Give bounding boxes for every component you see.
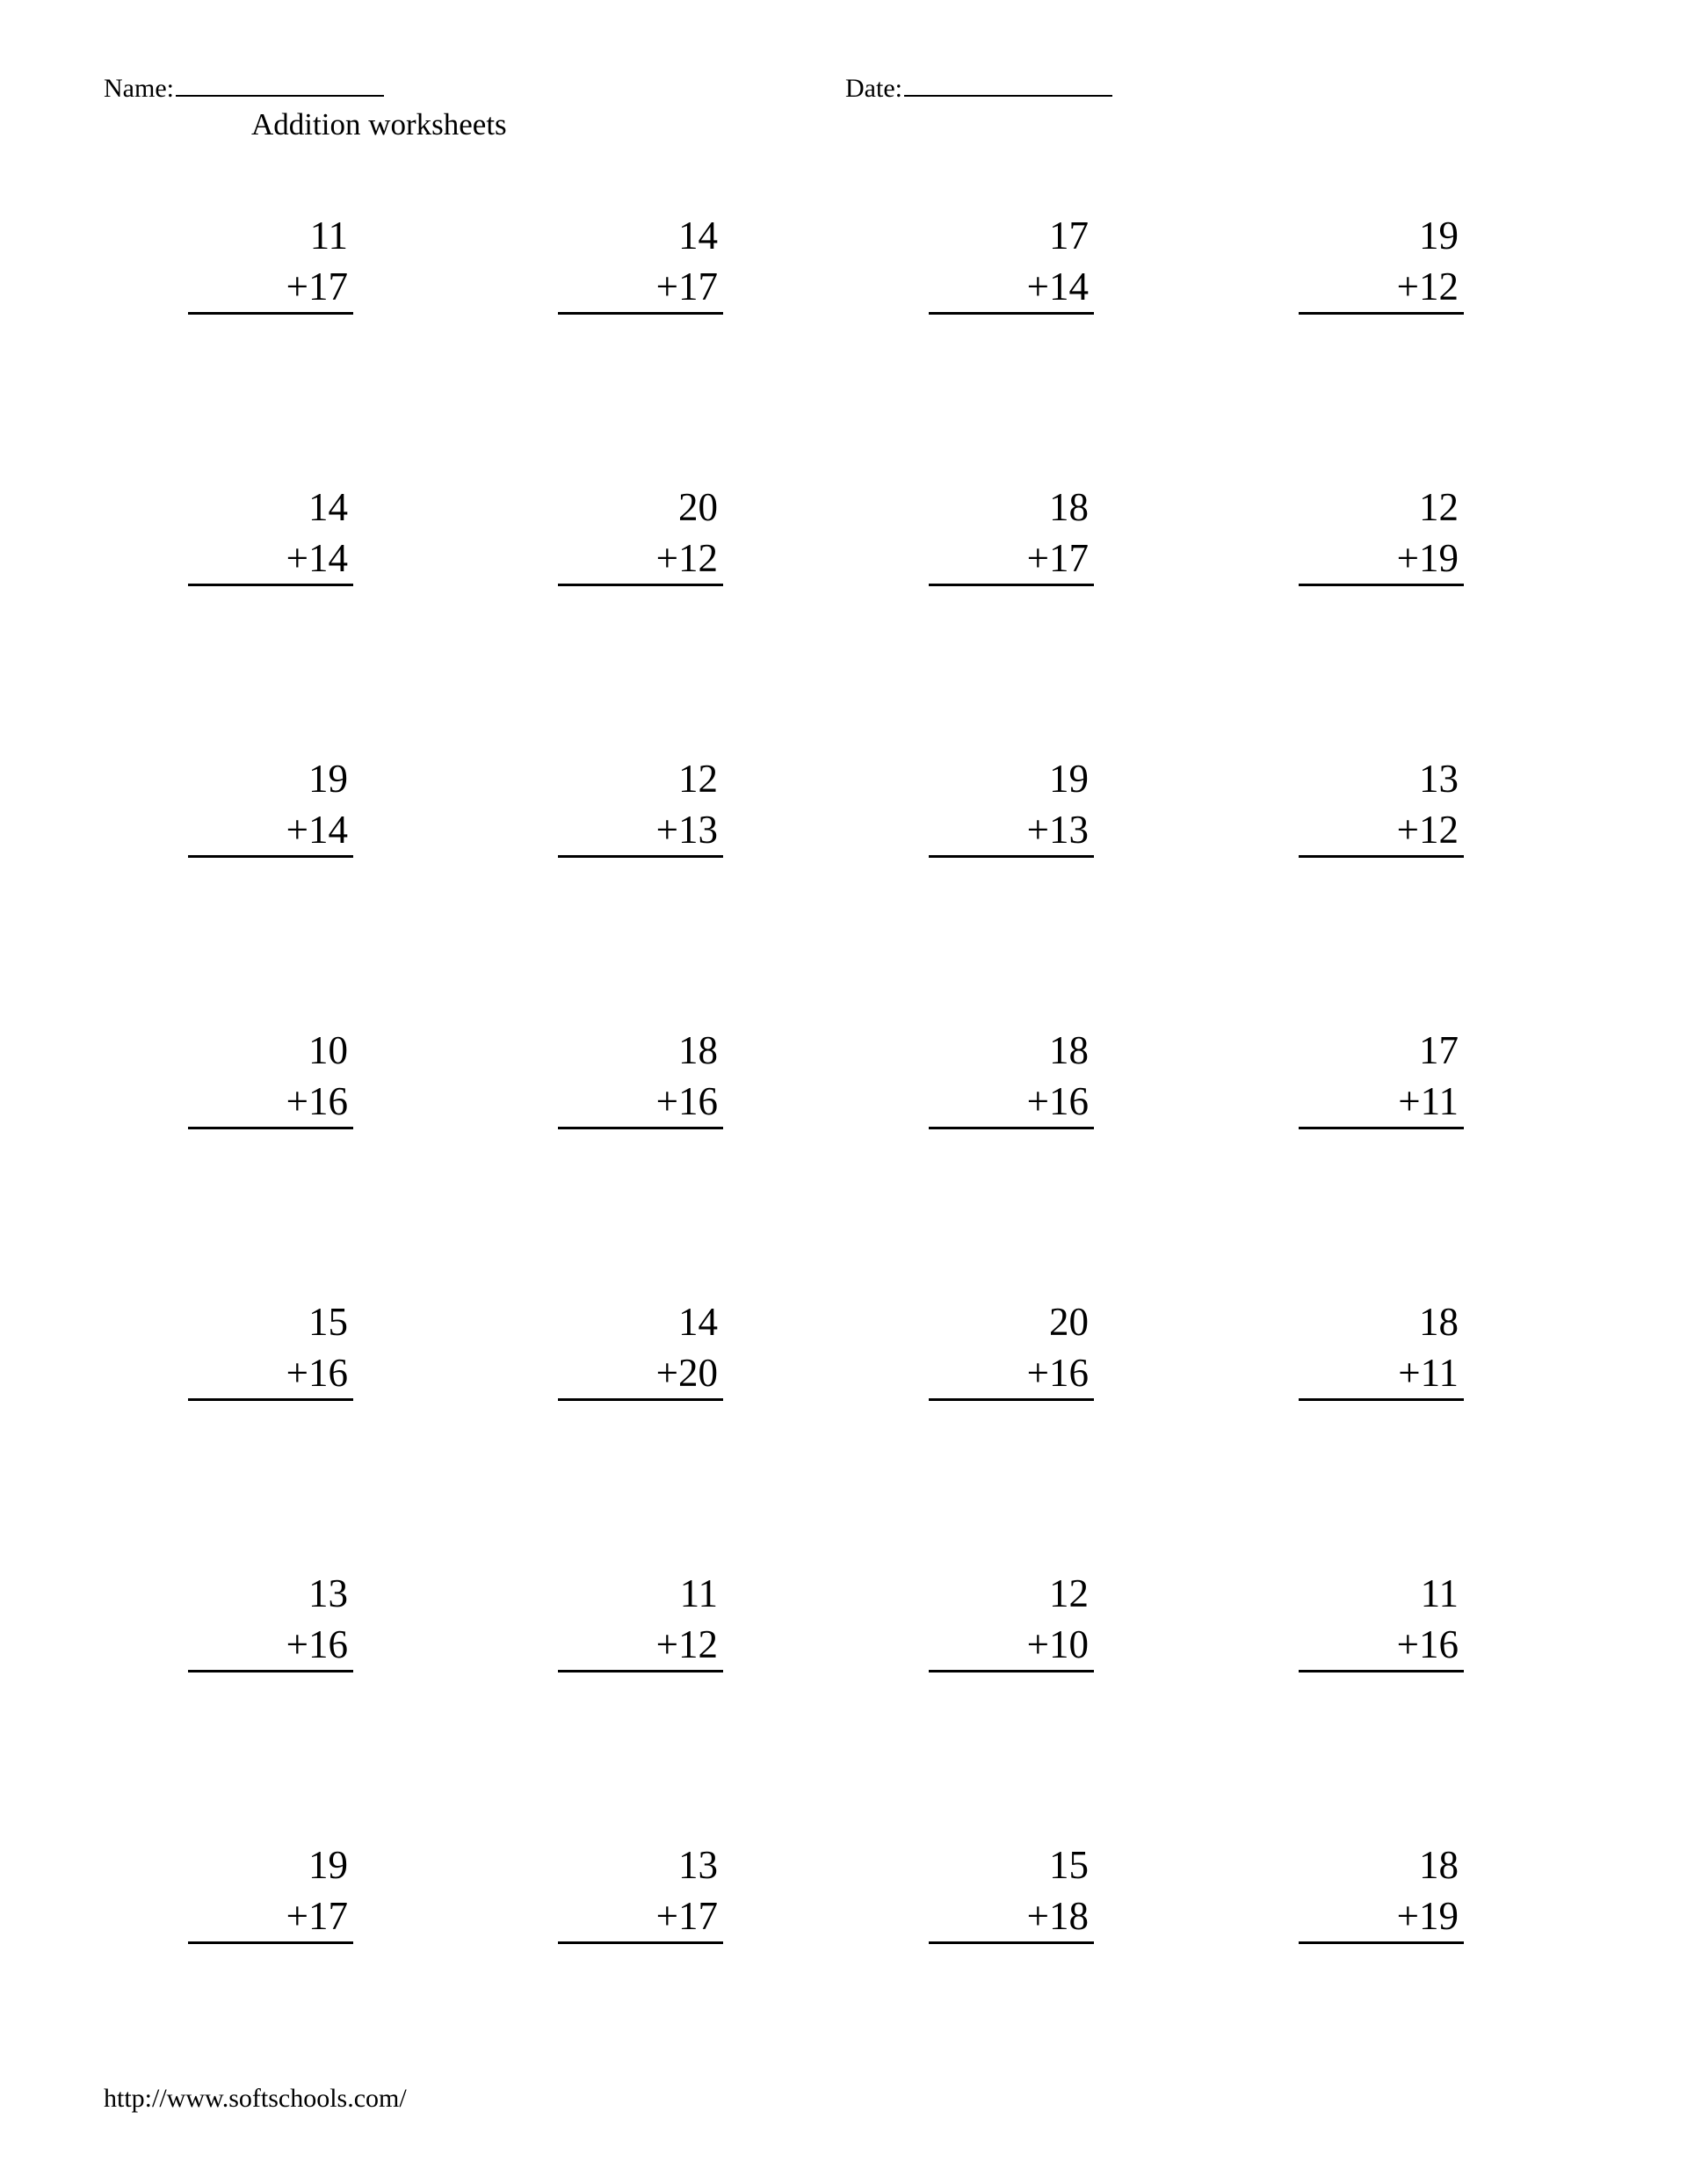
answer-line[interactable] xyxy=(1299,1941,1464,1944)
addend-top: 12 xyxy=(1419,485,1459,529)
addend-bottom: +16 xyxy=(286,1622,348,1666)
answer-line[interactable] xyxy=(558,1127,723,1129)
answer-line[interactable] xyxy=(929,1670,1094,1672)
answer-line[interactable] xyxy=(188,1670,353,1672)
addend-top: 18 xyxy=(1049,1028,1089,1072)
addend-top: 10 xyxy=(308,1028,348,1072)
addition-problem xyxy=(558,1840,723,1951)
answer-line[interactable] xyxy=(188,1398,353,1401)
addend-top: 14 xyxy=(678,214,718,258)
addend-bottom: +12 xyxy=(655,536,718,580)
addend-bottom: +14 xyxy=(286,808,348,852)
addend-top: 12 xyxy=(1049,1571,1089,1615)
date-label: Date: xyxy=(845,74,902,103)
addition-problem xyxy=(188,1840,353,1951)
addend-top: 19 xyxy=(1419,214,1459,258)
addend-top: 12 xyxy=(678,757,718,801)
answer-line[interactable] xyxy=(929,855,1094,858)
addend-top: 18 xyxy=(678,1028,718,1072)
addend-top: 17 xyxy=(1419,1028,1459,1072)
footer-url: http://www.softschools.com/ xyxy=(104,2084,407,2113)
addend-top: 11 xyxy=(679,1571,718,1615)
addition-problem xyxy=(188,754,353,865)
answer-line[interactable] xyxy=(929,1127,1094,1129)
addition-problem xyxy=(1299,483,1464,593)
answer-line[interactable] xyxy=(1299,1127,1464,1129)
answer-line[interactable] xyxy=(1299,312,1464,315)
answer-line[interactable] xyxy=(558,312,723,315)
addend-bottom: +14 xyxy=(1026,265,1089,308)
addition-problem xyxy=(188,1026,353,1136)
answer-line[interactable] xyxy=(1299,855,1464,858)
addend-top: 11 xyxy=(1420,1571,1459,1615)
addend-bottom: +17 xyxy=(1026,536,1089,580)
addition-problem xyxy=(929,211,1094,322)
addend-bottom: +14 xyxy=(286,536,348,580)
addend-top: 13 xyxy=(678,1843,718,1887)
addend-top: 13 xyxy=(308,1571,348,1615)
answer-line[interactable] xyxy=(558,1941,723,1944)
addend-top: 15 xyxy=(1049,1843,1089,1887)
addend-bottom: +18 xyxy=(1026,1894,1089,1938)
addition-problem xyxy=(929,754,1094,865)
answer-line[interactable] xyxy=(188,1127,353,1129)
addition-problem xyxy=(1299,754,1464,865)
addition-problem xyxy=(1299,1297,1464,1408)
addend-top: 20 xyxy=(1049,1300,1089,1344)
addition-problem xyxy=(1299,1026,1464,1136)
answer-line[interactable] xyxy=(558,584,723,586)
addend-top: 18 xyxy=(1419,1300,1459,1344)
addition-problem xyxy=(558,1569,723,1680)
addend-top: 17 xyxy=(1049,214,1089,258)
addend-bottom: +11 xyxy=(1398,1351,1459,1395)
answer-line[interactable] xyxy=(929,1941,1094,1944)
addition-problem xyxy=(188,1569,353,1680)
answer-line[interactable] xyxy=(929,1398,1094,1401)
addend-bottom: +16 xyxy=(286,1351,348,1395)
answer-line[interactable] xyxy=(188,312,353,315)
addend-bottom: +12 xyxy=(655,1622,718,1666)
addition-problem xyxy=(558,754,723,865)
addend-bottom: +19 xyxy=(1396,1894,1459,1938)
addend-bottom: +17 xyxy=(655,265,718,308)
addition-problem xyxy=(188,211,353,322)
answer-line[interactable] xyxy=(188,1941,353,1944)
addition-problem xyxy=(188,483,353,593)
addend-bottom: +16 xyxy=(1026,1079,1089,1123)
addend-top: 20 xyxy=(678,485,718,529)
answer-line[interactable] xyxy=(558,1670,723,1672)
addition-problem xyxy=(929,1026,1094,1136)
addition-problem xyxy=(558,1297,723,1408)
addition-problem xyxy=(1299,1569,1464,1680)
addition-problem xyxy=(1299,1840,1464,1951)
worksheet-title: Addition worksheets xyxy=(251,107,507,141)
addition-problem xyxy=(188,1297,353,1408)
answer-line[interactable] xyxy=(1299,1670,1464,1672)
addend-bottom: +10 xyxy=(1026,1622,1089,1666)
addend-bottom: +16 xyxy=(655,1079,718,1123)
addend-bottom: +16 xyxy=(286,1079,348,1123)
addition-problem xyxy=(929,483,1094,593)
addend-bottom: +12 xyxy=(1396,808,1459,852)
addition-problem xyxy=(1299,211,1464,322)
addition-problem xyxy=(558,483,723,593)
addend-top: 14 xyxy=(308,485,348,529)
addend-bottom: +17 xyxy=(655,1894,718,1938)
addend-top: 19 xyxy=(308,757,348,801)
addend-bottom: +12 xyxy=(1396,265,1459,308)
addition-problem xyxy=(558,211,723,322)
addend-bottom: +16 xyxy=(1396,1622,1459,1666)
answer-line[interactable] xyxy=(188,584,353,586)
addend-bottom: +19 xyxy=(1396,536,1459,580)
answer-line[interactable] xyxy=(1299,1398,1464,1401)
addend-bottom: +13 xyxy=(1026,808,1089,852)
addend-top: 15 xyxy=(308,1300,348,1344)
addend-top: 14 xyxy=(678,1300,718,1344)
answer-line[interactable] xyxy=(188,855,353,858)
answer-line[interactable] xyxy=(558,855,723,858)
addend-bottom: +13 xyxy=(655,808,718,852)
addend-bottom: +17 xyxy=(286,265,348,308)
addend-bottom: +20 xyxy=(655,1351,718,1395)
addition-problem xyxy=(929,1297,1094,1408)
addend-top: 11 xyxy=(309,214,348,258)
addend-top: 18 xyxy=(1419,1843,1459,1887)
addend-top: 19 xyxy=(308,1843,348,1887)
answer-line[interactable] xyxy=(1299,584,1464,586)
addend-top: 19 xyxy=(1049,757,1089,801)
addition-problem xyxy=(558,1026,723,1136)
answer-line[interactable] xyxy=(929,312,1094,315)
answer-line[interactable] xyxy=(929,584,1094,586)
addend-top: 13 xyxy=(1419,757,1459,801)
addend-bottom: +11 xyxy=(1398,1079,1459,1123)
addition-problem xyxy=(929,1569,1094,1680)
addition-problem xyxy=(929,1840,1094,1951)
addend-bottom: +17 xyxy=(286,1894,348,1938)
name-label: Name: xyxy=(104,74,174,103)
addend-bottom: +16 xyxy=(1026,1351,1089,1395)
answer-line[interactable] xyxy=(558,1398,723,1401)
addend-top: 18 xyxy=(1049,485,1089,529)
